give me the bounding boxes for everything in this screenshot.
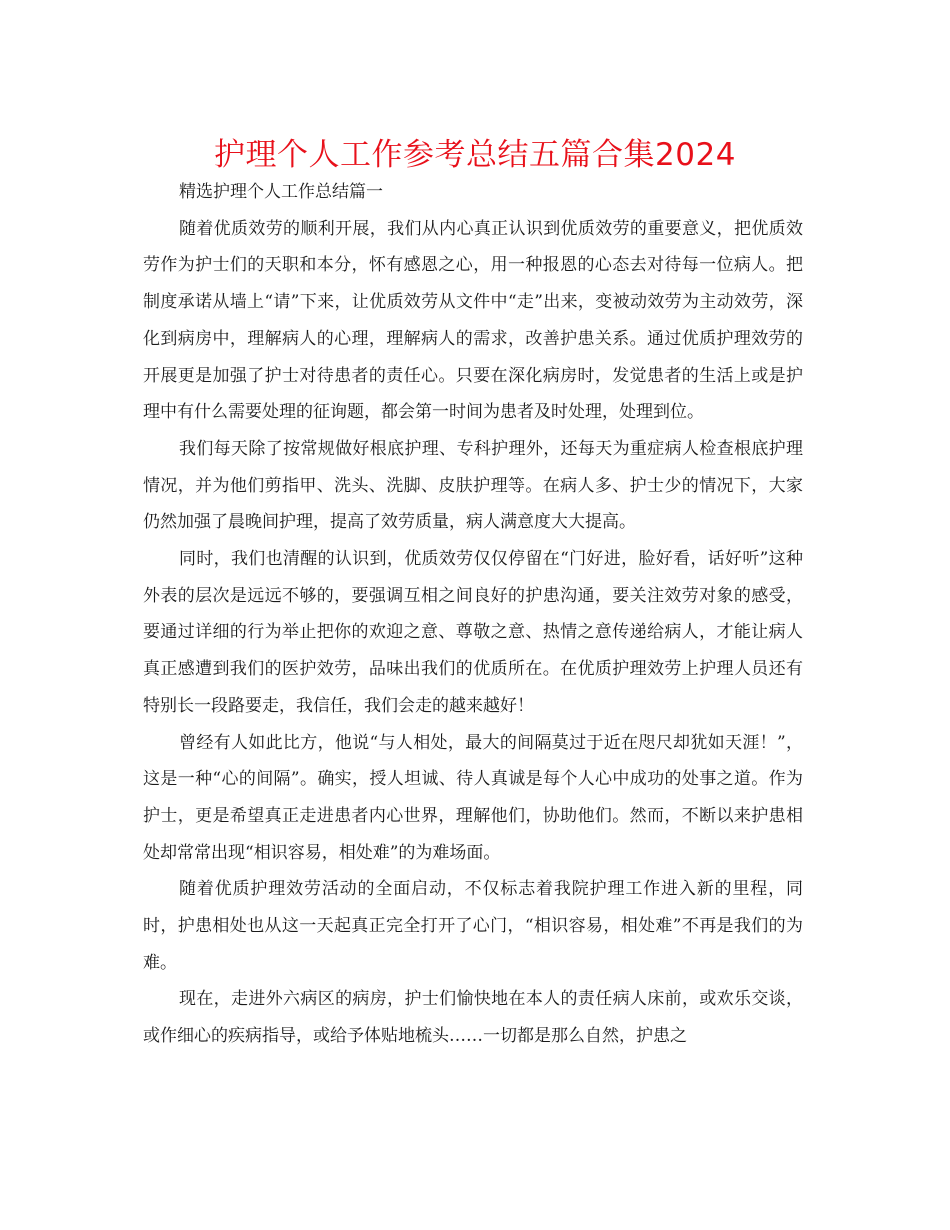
document-body (143, 174, 803, 1055)
paragraph: 随着优质护理效劳活动的全面启动，不仅标志着我院护理工作进入新的里程，同时，护患相处也从这一天起真正完全打开了心门，“相识容易，相处难”不再是我们的为难。 (143, 879, 803, 973)
document-title: 护理个人工作参考总结五篇合集2024 (214, 137, 736, 173)
section-heading: 精选护理个人工作总结篇一 (179, 182, 383, 202)
paragraph: 随着优质效劳的顺利开展，我们从内心真正认识到优质效劳的重要意义，把优质效劳作为护士们的天职和本分，怀有感恩之心，用一种报恩的心态去对待每一位病人。把制度承诺从墙上“请”下来，让优质效劳从文件中“走”出来，变被动效劳为主动效劳，深化到病房中，理解病人的心理，理解病人的需求，改善护患关系。通过优质护理效劳的开展更是加强了护士对待患者的责任心。只要在深化病房时，发觉患者的生活上或是护理中有什么需要处理的征询题，都会第一时间为患者及时处理，处理到位。 (143, 218, 803, 423)
paragraph: 我们每天除了按常规做好根底护理、专科护理外，还每天为重症病人检查根底护理情况，并为他们剪指甲、洗头、洗脚、皮肤护理等。在病人多、护士少的情况下，大家仍然加强了晨晚间护理，提高了效劳质量，病人满意度大大提高。 (143, 438, 803, 533)
paragraph: 同时，我们也清醒的认识到，优质效劳仅仅停留在“门好进，脸好看，话好听”这种外表的层次是远远不够的，要强调互相之间良好的护患沟通，要关注效劳对象的感受，要通过详细的行为举止把你的欢迎之意、尊敬之意、热情之意传递给病人，才能让病人真正感遭到我们的医护效劳，品味出我们的优质所在。在优质护理效劳上护理人员还有特别长一段路要走，我信任，我们会走的越来越好！ (143, 549, 803, 716)
paragraph: 现在，走进外六病区的病房，护士们愉快地在本人的责任病人床前，或欢乐交谈，或作细心的疾病指导，或给予体贴地梳头……一切都是那么自然，护患之 (143, 989, 803, 1047)
paragraph: 曾经有人如此比方，他说“与人相处，最大的间隔莫过于近在咫尺却犹如天涯！”，这是一种“心的间隔”。确实，授人坦诚、待人真诚是每个人心中成功的处事之道。作为护士，更是希望真正走进患者内心世界，理解他们，协助他们。然而，不断以来护患相处却常常出现“相识容易，相处难”的为难场面。 (143, 732, 803, 863)
